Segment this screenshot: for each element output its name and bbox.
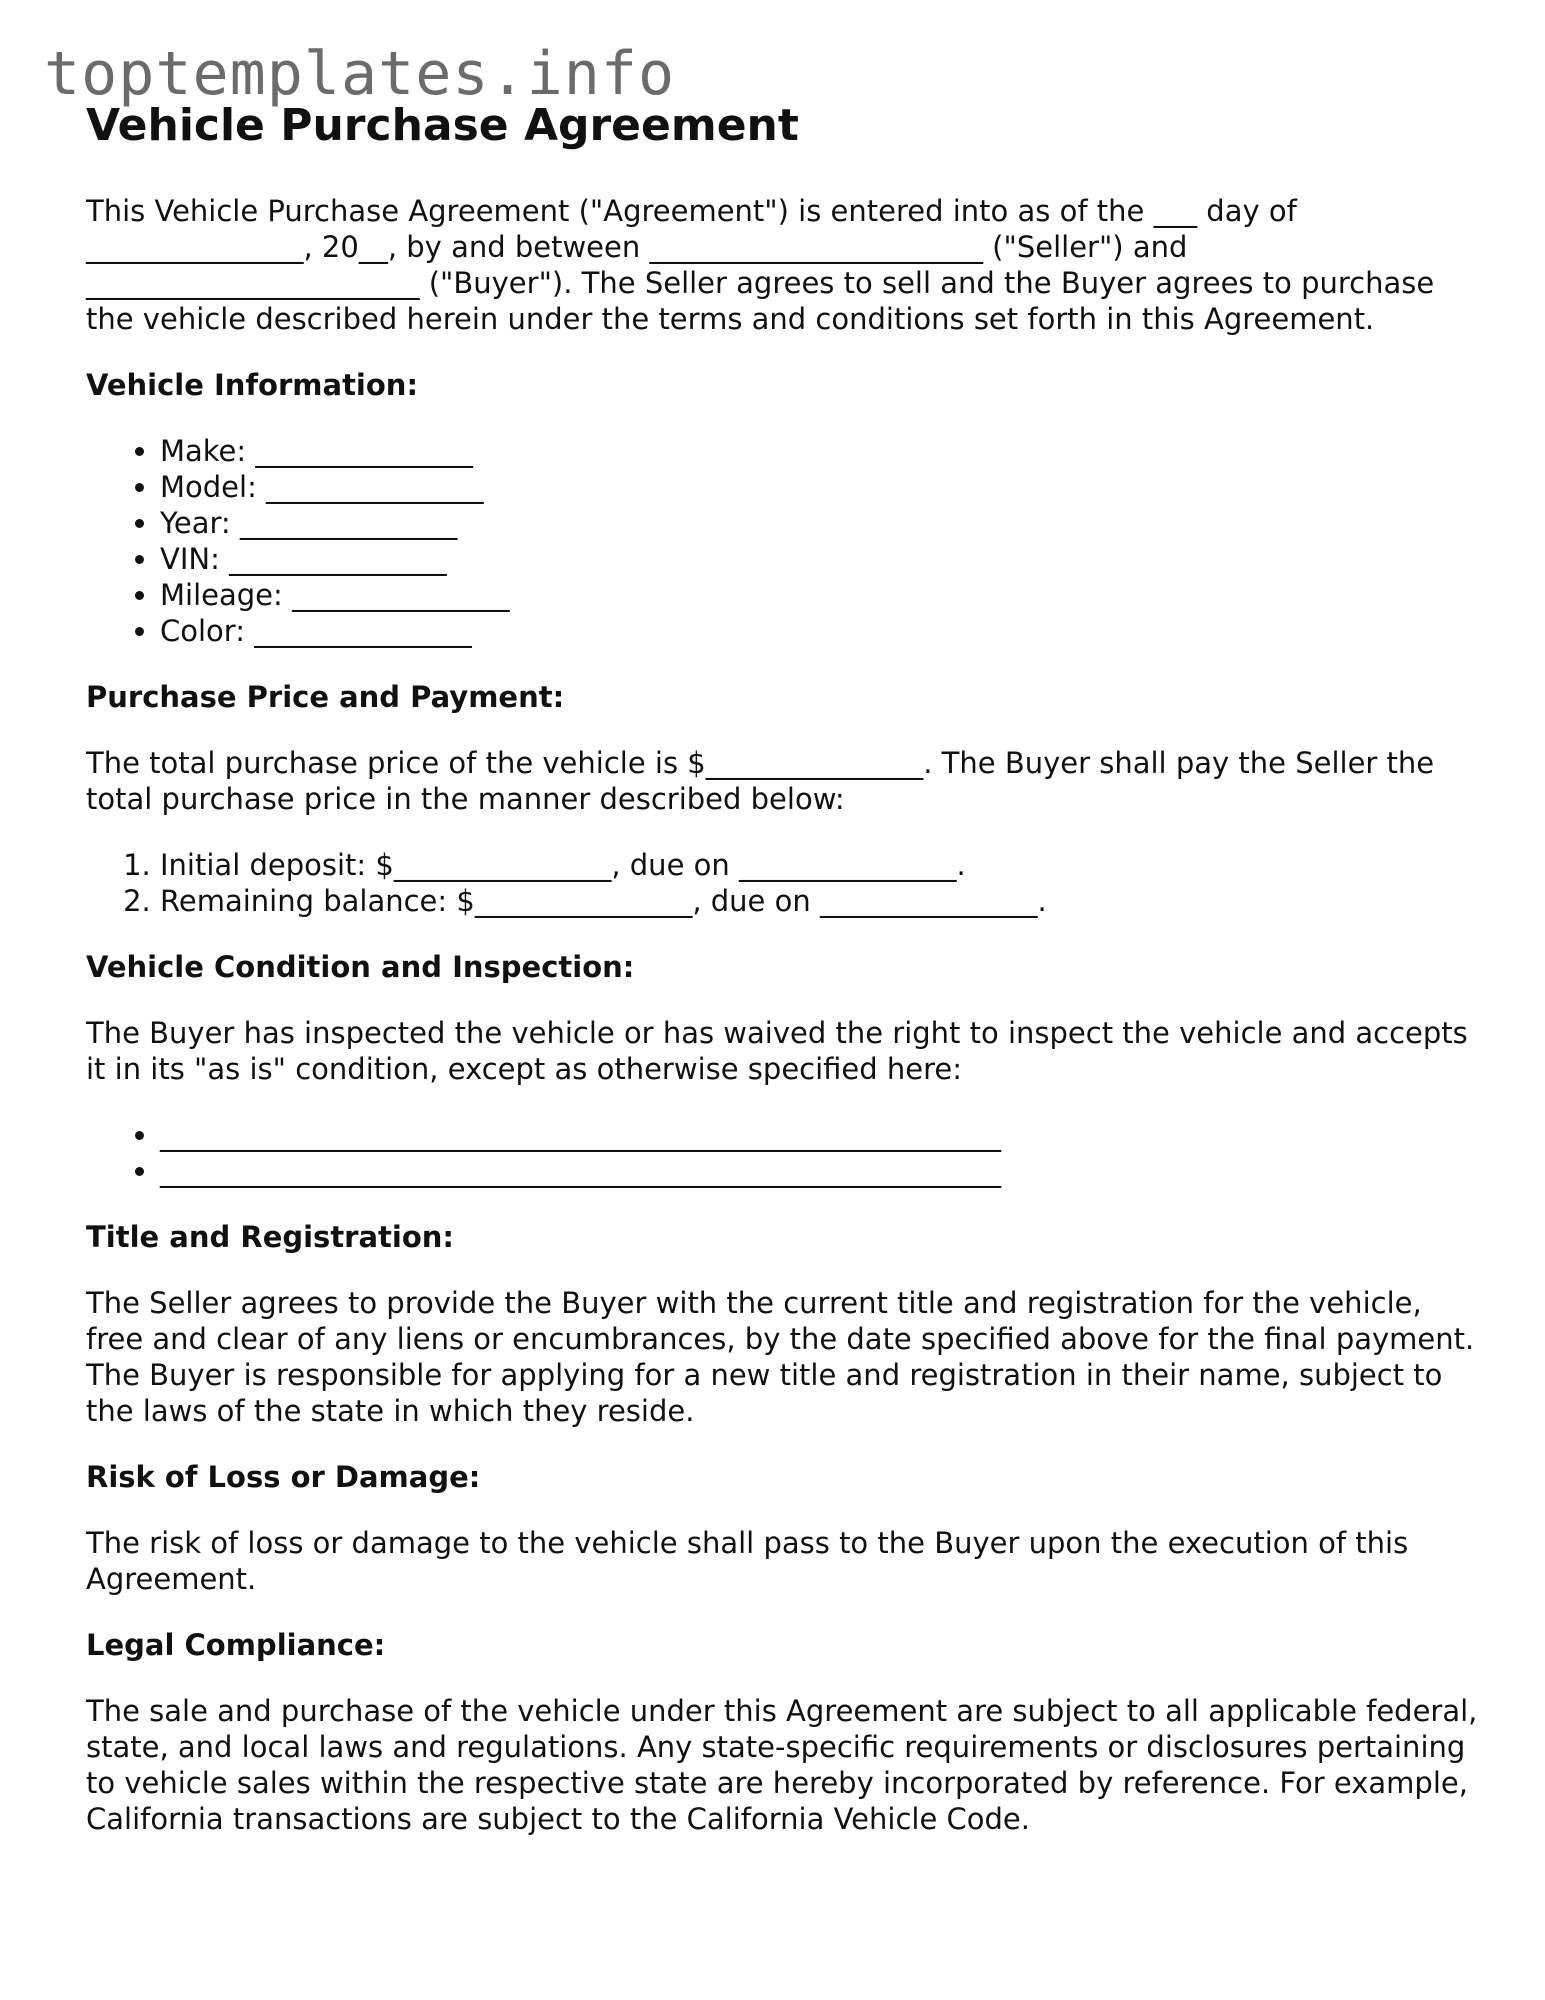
purchase-paragraph: The total purchase price of the vehicle is $_______________. The Buyer shall pay the Seller the total purchase price in the manner described below: (86, 745, 1435, 816)
list-item: • __________________________________________________________ (160, 1153, 1486, 1189)
intro-paragraph: This Vehicle Purchase Agreement ("Agreement") is entered into as of the ___ day of _______________, 20__, by and between _______________________ ("Seller") and _______________________ ("Buyer"). The Seller agrees to sell and the Buyer agrees to purchase the vehicle described herein under the terms and conditions set forth in this Agreement. (86, 193, 1435, 336)
list-item: • VIN: _______________ (160, 541, 1486, 577)
condition-heading: Vehicle Condition and Inspection: (86, 949, 635, 984)
document-title: Vehicle Purchase Agreement (86, 100, 799, 151)
list-item: • Color: _______________ (160, 613, 1486, 649)
vehicle-info-heading: Vehicle Information: (86, 367, 419, 402)
title-registration-heading: Title and Registration: (86, 1219, 455, 1254)
legal-paragraph: The sale and purchase of the vehicle under this Agreement are subject to all applicable federal, state, and local laws and regulations. Any state-specific requirements or disclosures pertaining to vehicle sales within the respective state are hereby incorporated by reference. For example, California transactions are subject to the California Vehicle Code. (86, 1693, 1478, 1836)
risk-heading: Risk of Loss or Damage: (86, 1459, 481, 1494)
condition-list (86, 1117, 1486, 1189)
purchase-heading: Purchase Price and Payment: (86, 679, 565, 714)
vehicle-info-list (86, 433, 1486, 649)
list-item: • Make: _______________ (160, 433, 1486, 469)
list-item: • __________________________________________________________ (160, 1117, 1486, 1153)
document-page (86, 100, 1486, 1867)
legal-heading: Legal Compliance: (86, 1627, 386, 1662)
list-item: 2. Remaining balance: $_______________, due on _______________. (160, 883, 1486, 919)
risk-paragraph: The risk of loss or damage to the vehicle shall pass to the Buyer upon the execution of this Agreement. (86, 1525, 1409, 1596)
watermark: toptemplates.info (44, 39, 676, 109)
condition-paragraph: The Buyer has inspected the vehicle or has waived the right to inspect the vehicle and accepts it in its "as is" condition, except as otherwise specified here: (86, 1015, 1468, 1086)
list-item: • Year: _______________ (160, 505, 1486, 541)
payment-list (86, 847, 1486, 919)
list-item: • Mileage: _______________ (160, 577, 1486, 613)
title-registration-paragraph: The Seller agrees to provide the Buyer with the current title and registration for the vehicle, free and clear of any liens or encumbrances, by the date specified above for the final payment. The Buyer is responsible for applying for a new title and registration in their name, subject to the laws of the state in which they reside. (86, 1285, 1475, 1428)
list-item: • Model: _______________ (160, 469, 1486, 505)
list-item: 1. Initial deposit: $_______________, due on _______________. (160, 847, 1486, 883)
